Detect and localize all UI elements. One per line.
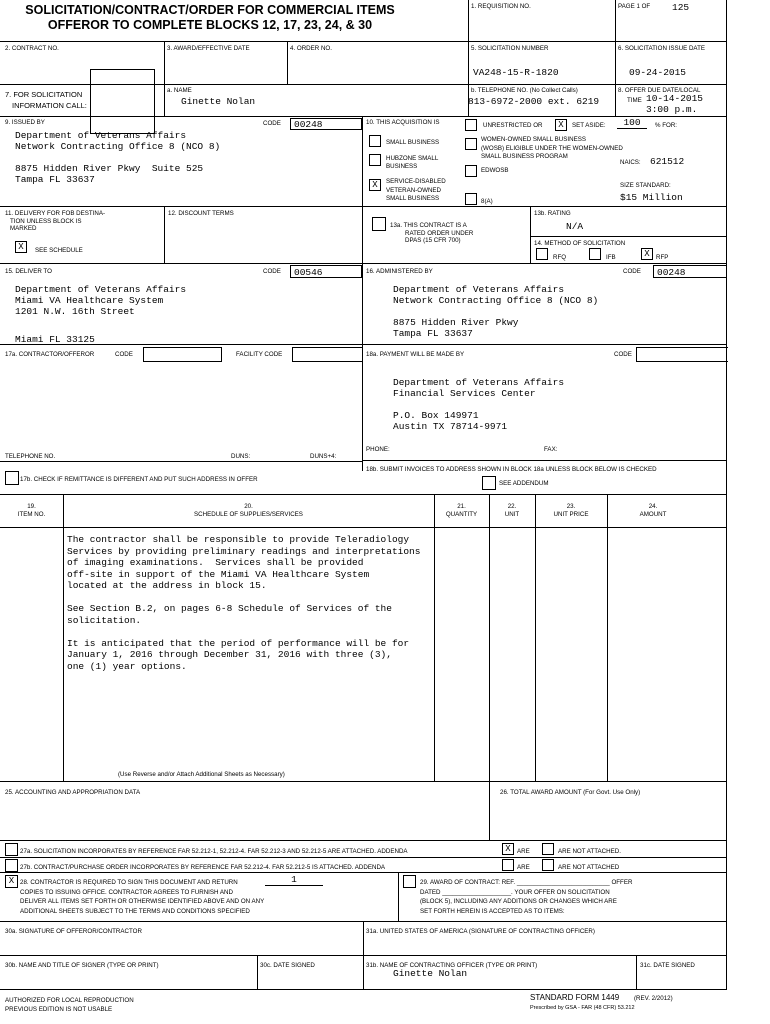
- date-signed-30c-label: 30c. DATE SIGNED: [260, 962, 315, 969]
- total-award-label: 26. TOTAL AWARD AMOUNT (For Govt. Use Only): [500, 789, 641, 796]
- page-total: 125: [672, 2, 690, 13]
- contractor-label: 17a. CONTRACTOR/OFFEROR: [5, 351, 95, 358]
- edwosb-label: EDWOSB: [481, 167, 509, 174]
- rfq-checkbox[interactable]: [536, 248, 548, 260]
- col-amount-num: 24.: [648, 503, 658, 510]
- naics-label: NAICS:: [620, 159, 641, 166]
- offer-due-time-label: TIME: [627, 97, 642, 104]
- payment-line: Department of Veterans Affairs: [393, 377, 565, 388]
- award-date-label: 3. AWARD/EFFECTIVE DATE: [167, 45, 250, 52]
- admin-address: [393, 284, 598, 339]
- eight-a-checkbox[interactable]: [465, 193, 477, 205]
- addendum-label: SEE ADDENDUM: [499, 480, 549, 487]
- schedule-line: [67, 626, 420, 638]
- col-schedule-text: SCHEDULE OF SUPPLIES/SERVICES: [194, 510, 303, 518]
- issued-code: 00248: [290, 118, 362, 130]
- schedule-line: See Section B.2, on pages 6-8 Schedule of Services of the: [67, 603, 392, 614]
- col-amount-text: AMOUNT: [639, 510, 667, 518]
- col-schedule-num: 20.: [244, 503, 253, 510]
- schedule-line: It is anticipated that the period of performance will be for: [67, 637, 410, 649]
- invoice-label: 18b. SUBMIT INVOICES TO ADDRESS SHOWN IN BLOCK 18a UNLESS BLOCK BELOW IS CHECKED: [366, 466, 657, 473]
- contact-name: Ginette Nolan: [181, 96, 256, 107]
- clause-27b-not-checkbox[interactable]: [542, 859, 554, 871]
- rated-order-label: [390, 222, 473, 245]
- contract-no-label: 2. CONTRACT NO.: [5, 45, 59, 52]
- set-aside-percent: 100: [617, 117, 647, 129]
- clause-29-line: DATED ____________________. YOUR OFFER ON SOLICITATION: [420, 888, 610, 896]
- clause-29-line: (BLOCK 5), INCLUDING ANY ADDITIONS OR CHANGES WHICH ARE: [420, 898, 617, 905]
- col-unit-num: 22.: [507, 503, 517, 510]
- schedule-description: [67, 534, 420, 672]
- form-title-line2: OFFEROR TO COMPLETE BLOCKS 12, 17, 23, 24, & 30: [47, 18, 373, 32]
- unrestricted-checkbox[interactable]: [465, 119, 477, 131]
- solicitation-number-label: 5. SOLICITATION NUMBER: [471, 45, 549, 52]
- wosb-label: [481, 136, 623, 162]
- payment-phone-label: PHONE:: [366, 446, 390, 453]
- date-signed-31c-label: 31c. DATE SIGNED: [640, 962, 695, 969]
- schedule-line: located at the address in block 15.: [67, 580, 267, 591]
- col-quantity: [434, 503, 489, 518]
- clause-27b-checkbox[interactable]: [5, 859, 18, 872]
- remittance-label: 17b. CHECK IF REMITTANCE IS DIFFERENT AND PUT SUCH ADDRESS IN OFFER: [20, 476, 258, 483]
- remittance-checkbox[interactable]: [5, 471, 19, 485]
- schedule-line: solicitation.: [67, 614, 142, 626]
- payment-fax-label: FAX:: [544, 446, 558, 453]
- deliver-line: Miami FL 33125: [15, 334, 95, 345]
- clause-28-line: 28. CONTRACTOR IS REQUIRED TO SIGN THIS DOCUMENT AND RETURN: [20, 879, 238, 886]
- hubzone-checkbox[interactable]: [369, 154, 381, 166]
- admin-line: Network Contracting Office 8 (NCO 8): [393, 295, 599, 306]
- duns-label: DUNS:: [231, 453, 251, 460]
- set-aside-checkbox[interactable]: X: [555, 119, 567, 131]
- hubzone-label: [386, 155, 438, 170]
- issued-line: Tampa FL 33637: [15, 174, 95, 185]
- footer-prescribed: Prescribed by GSA - FAR (48 CFR) 53.212: [530, 1005, 635, 1011]
- ifb-label: IFB: [606, 254, 616, 261]
- admin-line: Tampa FL 33637: [393, 328, 473, 339]
- clause-28-checkbox[interactable]: X: [5, 875, 18, 888]
- eight-a-label: 8(A): [481, 198, 493, 205]
- deliver-line: 1201 N.W. 16th Street: [15, 306, 135, 317]
- schedule-line: The contractor shall be responsible to provide Teleradiology: [67, 534, 410, 545]
- clause-28-text: [20, 878, 264, 916]
- order-no-label: 4. ORDER NO.: [290, 45, 332, 52]
- clause-29-text: [420, 878, 632, 916]
- col-amount: [607, 503, 699, 518]
- footer-authorized-line2: PREVIOUS EDITION IS NOT USABLE: [5, 1006, 113, 1013]
- deliver-line: [15, 317, 186, 328]
- schedule-line: one (1) year options.: [67, 660, 187, 672]
- discount-terms-label: 12. DISCOUNT TERMS: [168, 210, 234, 217]
- acquisition-label: 10. THIS ACQUISITION IS: [366, 119, 440, 126]
- telephone-value: 813-6972-2000 ext. 6219: [468, 96, 600, 107]
- wosb-line: (WOSB) ELIGIBLE UNDER THE WOMEN-OWNED: [481, 144, 623, 152]
- facility-code-label: FACILITY CODE: [236, 351, 283, 358]
- schedule-line: [67, 592, 420, 604]
- wosb-line: SMALL BUSINESS PROGRAM: [481, 153, 568, 161]
- delivery-fob-line: MARKED: [10, 225, 37, 232]
- col-unit-price-num: 23.: [566, 503, 576, 510]
- clause-27a-not-checkbox[interactable]: [542, 843, 554, 855]
- clause-27a-are-label: ARE: [517, 848, 530, 855]
- page-label: PAGE 1 OF: [618, 3, 651, 10]
- solicitation-date-label: 6. SOLICITATION ISSUE DATE: [618, 45, 705, 52]
- schedule-line: of imaging examinations. Services shall be provided: [67, 557, 364, 568]
- col-item-no-text: ITEM NO.: [17, 510, 46, 518]
- footer-form-name: STANDARD FORM 1449: [530, 993, 620, 1002]
- rfp-label: RFP: [656, 254, 669, 261]
- rated-order-line: 13a. THIS CONTRACT IS A: [390, 222, 467, 229]
- schedule-line: Services by providing preliminary readings and interpretations: [67, 545, 421, 557]
- offer-due-date: 10-14-2015: [646, 93, 704, 104]
- signer-name-label: 30b. NAME AND TITLE OF SIGNER (TYPE OR PRINT): [5, 962, 159, 969]
- delivery-fob-label: [5, 210, 105, 233]
- signature-offeror-label: 30a. SIGNATURE OF OFFEROR/CONTRACTOR: [5, 928, 142, 935]
- solicitation-date: 09-24-2015: [629, 67, 687, 78]
- info-call-label-line2: INFORMATION CALL:: [12, 101, 87, 110]
- issued-code-label: CODE: [263, 120, 281, 127]
- issued-address: [15, 130, 220, 185]
- facility-code-field[interactable]: [292, 347, 363, 362]
- offer-due-label: 8. OFFER DUE DATE/LOCAL: [618, 87, 701, 94]
- delivery-fob-line: 11. DELIVERY FOR FOB DESTINA-: [5, 210, 106, 217]
- admin-line: 8875 Hidden River Pkwy: [393, 317, 519, 328]
- col-item-no: [0, 503, 63, 518]
- contractor-code-field[interactable]: [143, 347, 222, 362]
- info-call-label-line1: 7. FOR SOLICITATION: [5, 90, 83, 99]
- rfq-label: RFQ: [553, 254, 567, 261]
- rating-label: 13b. RATING: [534, 210, 571, 217]
- ifb-checkbox[interactable]: [589, 248, 601, 260]
- admin-line: Department of Veterans Affairs: [393, 284, 565, 295]
- clause-27b-not-label: ARE NOT ATTACHED: [558, 864, 620, 871]
- col-unit-price-text: UNIT PRICE: [553, 510, 589, 518]
- clause-27a-not-label: ARE NOT ATTACHED.: [558, 848, 621, 855]
- info-call-label: [5, 89, 87, 111]
- clause-27b-are-label: ARE: [517, 864, 530, 871]
- clause-27b-label: 27b. CONTRACT/PURCHASE ORDER INCORPORATES BY REFERENCE FAR 52.212-4. FAR 52.212-5 IS ATTACHED. ADDENDA: [20, 864, 386, 871]
- set-aside-label: SET ASIDE:: [572, 122, 606, 129]
- wosb-line: WOMEN-OWNED SMALL BUSINESS: [481, 136, 586, 143]
- accounting-label: 25. ACCOUNTING AND APPROPRIATION DATA: [5, 789, 141, 796]
- issued-line: Department of Veterans Affairs: [15, 130, 187, 141]
- schedule-footnote: (Use Reverse and/or Attach Additional Sheets as Necessary): [118, 771, 285, 778]
- contracting-officer-label: 31b. NAME OF CONTRACTING OFFICER (TYPE OR PRINT): [366, 962, 538, 969]
- payment-code-label: CODE: [614, 351, 632, 358]
- form-title-line1: SOLICITATION/CONTRACT/ORDER FOR COMMERCIAL ITEMS: [25, 3, 395, 17]
- sdvosb-label: [386, 178, 446, 204]
- requisition-label: 1. REQUISITION NO.: [471, 3, 531, 10]
- administered-by-label: 16. ADMINISTERED BY: [366, 268, 433, 275]
- schedule-line: off-site in support of the Miami VA Healthcare System: [67, 568, 370, 580]
- col-item-no-num: 19.: [27, 503, 36, 510]
- deliver-line: Department of Veterans Affairs: [15, 284, 187, 295]
- solicitation-number: VA248-15-R-1820: [473, 67, 559, 78]
- delivery-fob-line: TION UNLESS BLOCK IS: [10, 217, 82, 225]
- sdvosb-line: SMALL BUSINESS: [386, 195, 440, 203]
- form-title: [0, 3, 420, 33]
- clause-27a-label: 27a. SOLICITATION INCORPORATES BY REFERENCE FAR 52.212-1, 52.212-4. FAR 52.212-3 AND 52.212-5 ARE ATTACHED. ADDENDA: [20, 848, 408, 855]
- clause-28-copies: 1: [265, 874, 323, 886]
- footer-revision: (REV. 2/2012): [634, 995, 673, 1002]
- name-label: a. NAME: [167, 87, 192, 94]
- see-schedule-checkbox[interactable]: X: [15, 241, 27, 253]
- contracting-officer-name: Ginette Nolan: [393, 968, 468, 979]
- telephone-label: b. TELEPHONE NO. (No Collect Calls): [471, 87, 578, 94]
- offer-due-time: 3:00 p.m.: [646, 104, 698, 115]
- clause-29-line: SET FORTH HEREIN IS ACCEPTED AS TO ITEMS:: [420, 907, 565, 915]
- clause-28-line: ADDITIONAL SHEETS SUBJECT TO THE TERMS AND CONDITIONS SPECIFIED: [20, 907, 250, 915]
- deliver-code: 00546: [290, 265, 362, 278]
- schedule-line: January 1, 2016 through December 31, 2016 with three (3),: [67, 649, 392, 660]
- rated-order-line: DPAS (15 CFR 700): [405, 237, 461, 244]
- issued-line: Network Contracting Office 8 (NCO 8): [15, 141, 221, 152]
- edwosb-checkbox[interactable]: [465, 165, 477, 177]
- small-business-label: SMALL BUSINESS: [386, 139, 440, 146]
- clause-29-line: 29. AWARD OF CONTRACT: REF. ___________________________ OFFER: [420, 879, 633, 886]
- hubzone-line: HUBZONE SMALL: [386, 155, 439, 162]
- contractor-telephone-label: TELEPHONE NO.: [5, 453, 56, 460]
- admin-line: [393, 306, 598, 317]
- size-standard-value: $15 Million: [620, 192, 683, 203]
- rated-order-checkbox[interactable]: [372, 217, 386, 231]
- payment-line: Austin TX 78714-9971: [393, 421, 508, 432]
- payment-label: 18a. PAYMENT WILL BE MADE BY: [366, 351, 465, 358]
- payment-line: Financial Services Center: [393, 388, 536, 399]
- issued-by-label: 9. ISSUED BY: [5, 119, 45, 126]
- method-label: 14. METHOD OF SOLICITATION: [534, 240, 626, 247]
- size-standard-label: SIZE STANDARD:: [620, 182, 671, 189]
- col-quantity-text: QUANTITY: [445, 510, 478, 518]
- rating-value: N/A: [566, 221, 584, 232]
- rated-order-line: RATED ORDER UNDER: [405, 229, 474, 237]
- col-quantity-num: 21.: [457, 503, 466, 510]
- clause-28-line: DELIVER ALL ITEMS SET FORTH OR OTHERWISE IDENTIFIED ABOVE AND ON ANY: [20, 898, 265, 905]
- hubzone-line: BUSINESS: [386, 162, 418, 170]
- sdvosb-checkbox[interactable]: X: [369, 179, 381, 191]
- payment-code-field[interactable]: [636, 347, 728, 362]
- col-unit-text: UNIT: [504, 510, 520, 518]
- payment-line: [393, 399, 564, 410]
- sdvosb-line: SERVICE-DISABLED: [386, 178, 446, 185]
- deliver-code-label: CODE: [263, 268, 281, 275]
- admin-code: 00248: [653, 265, 727, 278]
- addendum-checkbox[interactable]: [482, 476, 496, 490]
- naics-value: 621512: [650, 156, 685, 167]
- deliver-address: [15, 284, 186, 345]
- col-unit-price: [535, 503, 607, 518]
- admin-code-label: CODE: [623, 268, 641, 275]
- payment-line: P.O. Box 149971: [393, 410, 479, 421]
- issued-line: 8875 Hidden River Pkwy Suite 525: [15, 163, 204, 174]
- signature-usa-label: 31a. UNITED STATES OF AMERICA (SIGNATURE OF CONTRACTING OFFICER): [366, 928, 595, 935]
- small-business-checkbox[interactable]: [369, 135, 381, 147]
- duns4-label: DUNS+4:: [310, 453, 337, 460]
- clause-28-line: COPIES TO ISSUING OFFICE. CONTRACTOR AGREES TO FURNISH AND: [20, 888, 233, 896]
- clause-27a-checkbox[interactable]: [5, 843, 18, 856]
- deliver-to-label: 15. DELIVER TO: [5, 268, 52, 275]
- clause-27b-are-checkbox[interactable]: [502, 859, 514, 871]
- see-schedule-label: SEE SCHEDULE: [35, 247, 83, 254]
- col-schedule: [63, 503, 434, 518]
- sdvosb-line: VETERAN-OWNED: [386, 186, 442, 194]
- wosb-checkbox[interactable]: [465, 138, 477, 150]
- clause-29-checkbox[interactable]: [403, 875, 416, 888]
- deliver-line: Miami VA Healthcare System: [15, 295, 164, 306]
- col-unit: [489, 503, 535, 518]
- issued-line: [15, 152, 220, 163]
- footer-authorized-line1: AUTHORIZED FOR LOCAL REPRODUCTION: [5, 997, 134, 1004]
- footer-authorized: [5, 996, 134, 1014]
- clause-27a-are-checkbox[interactable]: X: [502, 843, 514, 855]
- unrestricted-label: UNRESTRICTED OR: [483, 122, 543, 129]
- contractor-code-label: CODE: [115, 351, 133, 358]
- payment-address: [393, 377, 564, 432]
- rfp-checkbox[interactable]: X: [641, 248, 653, 260]
- percent-for-label: % FOR:: [655, 122, 678, 129]
